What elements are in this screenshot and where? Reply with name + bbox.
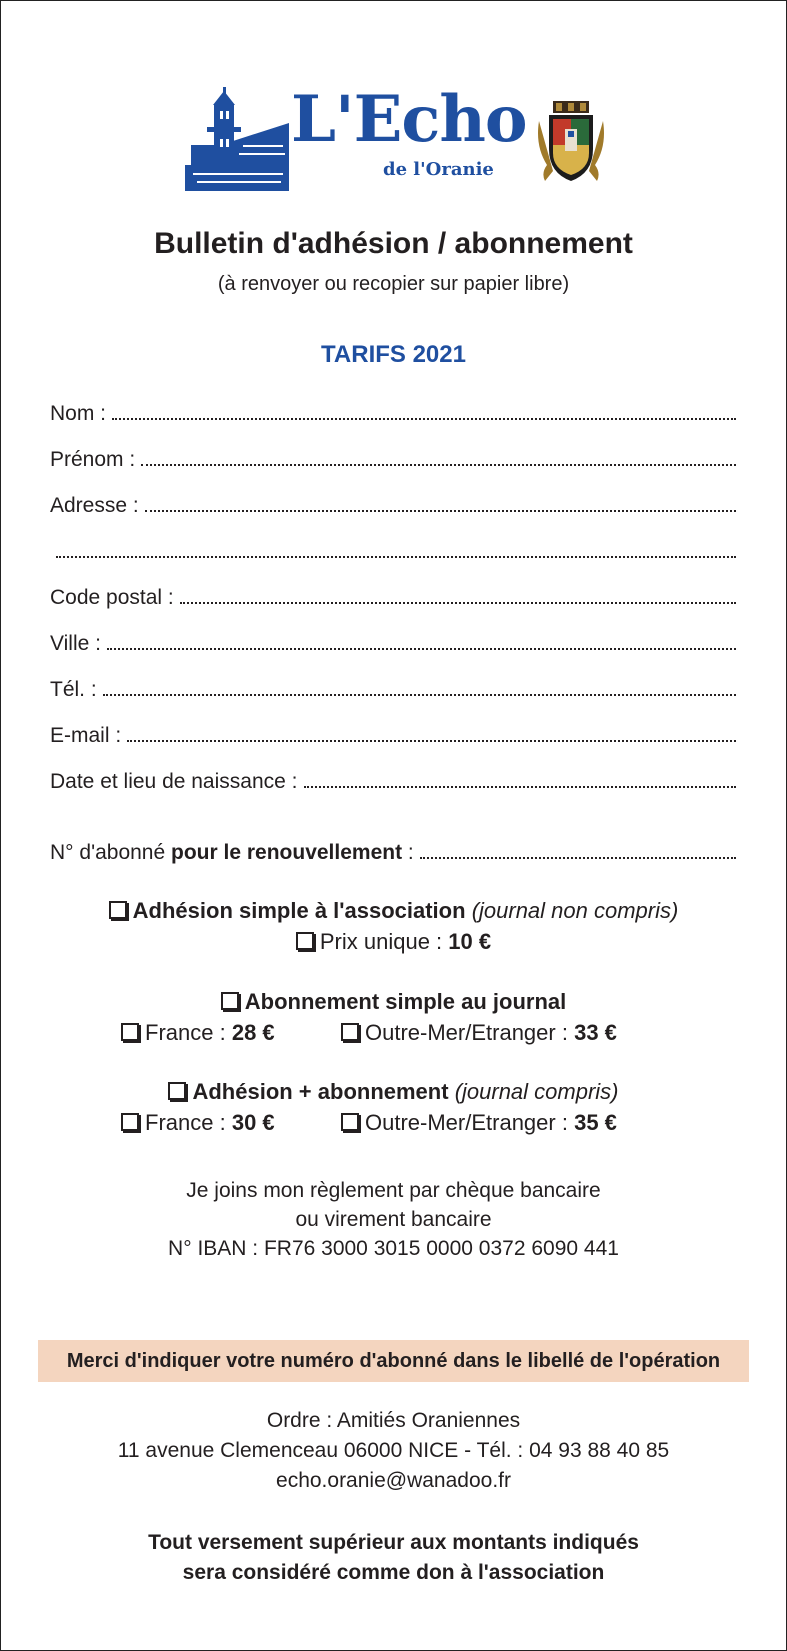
tarifs-heading: TARIFS 2021: [321, 341, 466, 368]
phone-field[interactable]: [50, 672, 736, 702]
city-label: Ville :: [50, 632, 101, 655]
city-field[interactable]: [50, 626, 736, 656]
address-line: 11 avenue Clemenceau 06000 NICE - Tél. : 04 93 88 40 85: [117, 1439, 670, 1462]
logo-title: L'Echo: [291, 82, 527, 157]
logo-subtitle: de l'Oranie: [383, 159, 494, 180]
membership-price-option: [1, 929, 786, 955]
footer-line-2: sera considéré comme don à l'association: [182, 1561, 605, 1584]
subscriber-number-label: [50, 841, 414, 865]
combined-abroad-checkbox[interactable]: [341, 1113, 359, 1131]
subscription-abroad-label: Outre-Mer/Etranger :: [365, 1020, 568, 1045]
payment-line-1: Je joins mon règlement par chèque bancaire: [186, 1179, 601, 1202]
subscription-label: Abonnement simple au journal: [244, 989, 567, 1014]
postal-code-field[interactable]: [50, 580, 736, 610]
email-field[interactable]: [50, 718, 736, 748]
subscriber-number-line[interactable]: [420, 857, 736, 859]
combined-label: Adhésion + abonnement: [192, 1079, 449, 1104]
birth-line[interactable]: [304, 786, 737, 788]
subscription-france-option: [121, 1020, 275, 1046]
postal-code-label: Code postal :: [50, 586, 174, 609]
membership-checkbox[interactable]: [109, 901, 127, 919]
logo: [183, 83, 623, 193]
birth-field[interactable]: [50, 764, 736, 794]
combined-abroad-option: [341, 1110, 617, 1136]
membership-price-label: Prix unique :: [319, 929, 443, 954]
subscription-france-price: 28 €: [231, 1020, 275, 1045]
postal-code-line[interactable]: [180, 602, 736, 604]
combined-abroad-price: 35 €: [574, 1110, 617, 1135]
subscriber-number-prefix: N° d'abonné: [50, 841, 166, 864]
membership-label: Adhésion simple à l'association: [132, 898, 466, 923]
combined-checkbox[interactable]: [168, 1082, 186, 1100]
firstname-label: Prénom :: [50, 448, 136, 471]
name-line[interactable]: [112, 418, 736, 420]
combined-france-option: [121, 1110, 275, 1136]
iban: N° IBAN : FR76 3000 3015 0000 0372 6090 441: [168, 1237, 619, 1260]
address-2-line[interactable]: [56, 556, 736, 558]
subscription-france-checkbox[interactable]: [121, 1023, 139, 1041]
order-line: Ordre : Amitiés Oraniennes: [266, 1409, 521, 1432]
combined-abroad-label: Outre-Mer/Etranger :: [365, 1110, 568, 1135]
city-line[interactable]: [107, 648, 736, 650]
subscription-abroad-checkbox[interactable]: [341, 1023, 359, 1041]
membership-option: [1, 898, 786, 924]
membership-price-checkbox[interactable]: [296, 932, 314, 950]
payment-line-2: ou virement bancaire: [295, 1208, 492, 1231]
address-line[interactable]: [145, 510, 736, 512]
membership-price: 10 €: [448, 929, 492, 954]
page-title: Bulletin d'adhésion / abonnement: [154, 227, 633, 260]
subscription-checkbox[interactable]: [221, 992, 239, 1010]
email-address: echo.oranie@wanadoo.fr: [276, 1469, 511, 1492]
combined-note: (journal compris): [454, 1079, 619, 1104]
subscriber-number-field[interactable]: [50, 835, 736, 865]
firstname-line[interactable]: [141, 464, 736, 466]
email-label: E-mail :: [50, 724, 122, 747]
membership-note: (journal non compris): [471, 898, 679, 923]
reference-banner: Merci d'indiquer votre numéro d'abonné dans le libellé de l'opération: [38, 1340, 749, 1382]
address-field[interactable]: [50, 488, 736, 518]
combined-france-price: 30 €: [231, 1110, 275, 1135]
subscription-abroad-option: [341, 1020, 617, 1046]
page-subtitle: (à renvoyer ou recopier sur papier libre): [217, 273, 570, 295]
name-label: Nom :: [50, 402, 107, 425]
subscriber-number-bold: pour le renouvellement: [171, 841, 403, 864]
firstname-field[interactable]: [50, 442, 736, 472]
subscription-france-label: France :: [145, 1020, 226, 1045]
wordmark: [291, 82, 527, 193]
name-field[interactable]: [50, 396, 736, 426]
subscriber-number-colon: :: [407, 841, 414, 864]
coat-of-arms-icon: [535, 101, 607, 185]
birth-label: Date et lieu de naissance :: [50, 770, 298, 793]
email-line[interactable]: [127, 740, 736, 742]
phone-line[interactable]: [103, 694, 736, 696]
address-field-2[interactable]: [50, 534, 736, 564]
tower-illustration-icon: [183, 83, 293, 193]
combined-france-label: France :: [145, 1110, 226, 1135]
phone-label: Tél. :: [50, 678, 97, 701]
address-label: Adresse :: [50, 494, 139, 517]
subscription-option: [1, 989, 786, 1015]
footer-line-1: Tout versement supérieur aux montants indiqués: [148, 1531, 639, 1554]
subscription-abroad-price: 33 €: [574, 1020, 617, 1045]
combined-option: [1, 1079, 786, 1105]
combined-france-checkbox[interactable]: [121, 1113, 139, 1131]
